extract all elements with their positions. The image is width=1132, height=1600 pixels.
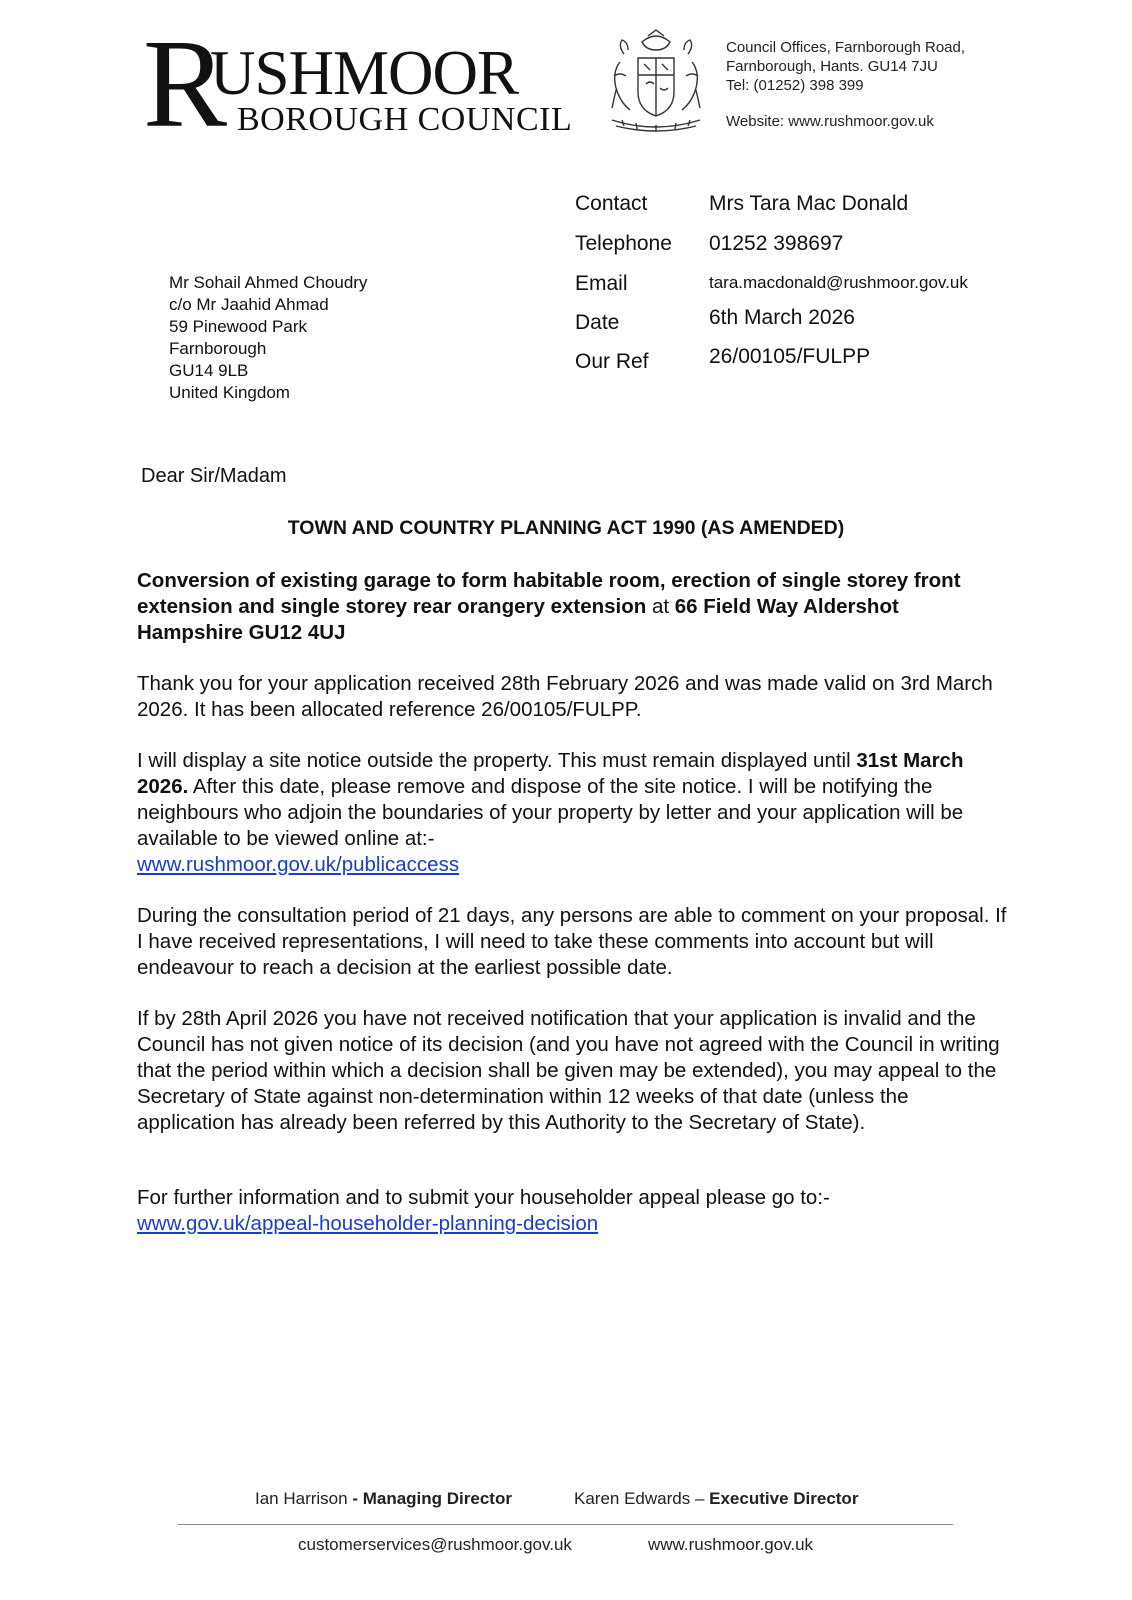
ed-sep: – [690, 1489, 710, 1508]
paragraph-site-notice [137, 748, 1007, 878]
paragraph-text: I will display a site notice outside the property. This must remain displayed until [137, 749, 857, 772]
telephone-value: 01252 398697 [709, 232, 844, 255]
proposal-address: 66 Field Way Aldershot Hampshire GU12 4UJ [137, 595, 899, 644]
act-heading: TOWN AND COUNTRY PLANNING ACT 1990 (AS AMENDED) [287, 517, 845, 539]
footer-divider [178, 1524, 953, 1525]
md-name: Ian Harrison [255, 1489, 348, 1508]
council-address [726, 38, 965, 95]
paragraph-text: If by 28th April 2026 you have not received notification that your application is invalid and the Council has not given notice of its decision (and you have not agreed with the Council in writing that the period within which a decision shall be given may be extended), you may appeal to the Secretary of State against non-determination within 12 weeks of that date (unless the application has already been referred by this Authority to the Secretary of State). [137, 1007, 1000, 1134]
telephone-label: Telephone [575, 232, 672, 255]
council-address-line: Council Offices, Farnborough Road, [726, 39, 966, 56]
proposal-description [137, 568, 1007, 646]
paragraph-consultation [137, 903, 1007, 981]
email-value: tara.macdonald@rushmoor.gov.uk [709, 273, 968, 292]
contact-label: Contact [575, 192, 648, 215]
appeal-link[interactable]: www.gov.uk/appeal-householder-planning-decision [137, 1212, 599, 1235]
salutation: Dear Sir/Madam [141, 465, 287, 487]
recipient-line: GU14 9LB [169, 361, 249, 380]
coat-of-arms-icon [602, 28, 710, 140]
reference-value: 26/00105/FULPP [709, 345, 871, 368]
recipient-line: Farnborough [169, 339, 267, 358]
logo-subtitle: BOROUGH COUNCIL [237, 101, 573, 138]
council-address-line: Tel: (01252) 398 399 [726, 77, 864, 94]
paragraph-appeal-rights [137, 1006, 1007, 1136]
paragraph-further-info [137, 1185, 1007, 1237]
paragraph-text: During the consultation period of 21 days, any persons are able to comment on your proposal. If I have received representations, I will need to take these comments into account but will endeavour to reach a decision at the earliest possible date. [137, 904, 1007, 979]
paragraph-text: Thank you for your application received 28th February 2026 and was made valid on 3rd March 2026. It has been allocated reference 26/00105/FULPP. [137, 672, 993, 721]
paragraph-text: After this date, please remove and dispose of the site notice. I will be notifying the neighbours who adjoin the boundaries of your property by letter and your application will be available to be viewed online at:- [137, 775, 964, 850]
date-label: Date [575, 311, 620, 334]
ed-title: Executive Director [709, 1489, 859, 1508]
ed-name: Karen Edwards [574, 1489, 691, 1508]
council-website: Website: www.rushmoor.gov.uk [726, 113, 934, 130]
logo-letter-r: R [143, 15, 228, 154]
recipient-line: c/o Mr Jaahid Ahmad [169, 295, 329, 314]
date-value: 6th March 2026 [709, 306, 855, 329]
recipient-line: 59 Pinewood Park [169, 317, 307, 336]
recipient-line: Mr Sohail Ahmed Choudry [169, 273, 368, 292]
footer-email[interactable]: customerservices@rushmoor.gov.uk [298, 1535, 572, 1554]
public-access-link[interactable]: www.rushmoor.gov.uk/publicaccess [137, 853, 460, 876]
recipient-address [169, 272, 367, 404]
md-sep: - [347, 1489, 363, 1508]
reference-label: Our Ref [575, 350, 649, 373]
notice-end-date: 31st March 2026. [137, 749, 964, 798]
contact-value: Mrs Tara Mac Donald [709, 192, 909, 215]
md-title: Managing Director [362, 1489, 512, 1508]
footer-website[interactable]: www.rushmoor.gov.uk [648, 1535, 814, 1554]
logo-wordmark: USHMOOR [210, 38, 519, 108]
council-address-line: Farnborough, Hants. GU14 7JU [726, 58, 938, 75]
recipient-line: United Kingdom [169, 383, 290, 402]
paragraph-received [137, 671, 1007, 723]
proposal-at: at [646, 595, 675, 618]
managing-director [255, 1489, 512, 1509]
paragraph-text: For further information and to submit your householder appeal please go to:- [137, 1186, 830, 1209]
proposal-text: Conversion of existing garage to form habitable room, erection of single storey front extension and single storey rear orangery extension [137, 569, 961, 618]
email-label: Email [575, 272, 628, 295]
executive-director [574, 1489, 858, 1509]
